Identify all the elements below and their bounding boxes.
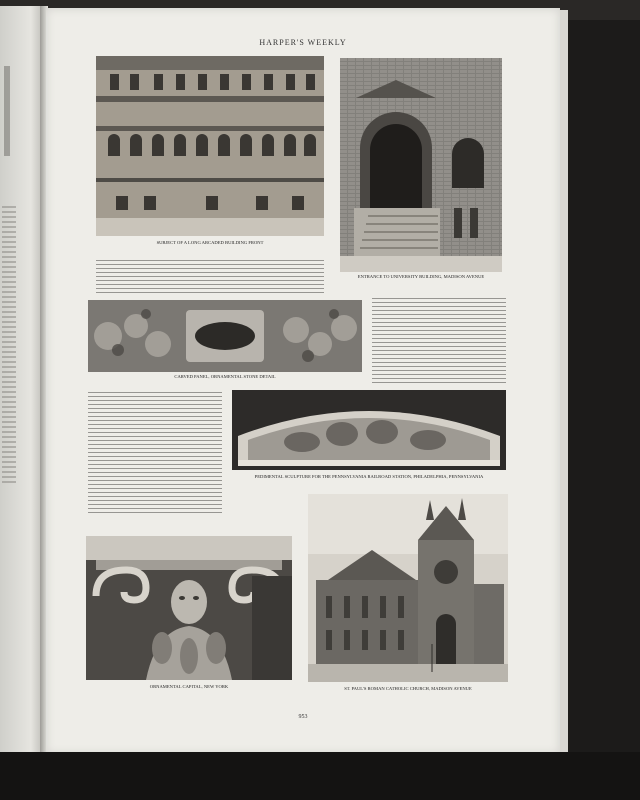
facing-page-text: [2, 206, 16, 486]
caption-top-left: SUBJECT OF A LONG ARCADED BUILDING FRONT: [156, 240, 264, 245]
newspaper-page: [46, 8, 560, 754]
backdrop-bottom: [0, 752, 640, 800]
pediment-illustration: [232, 390, 506, 470]
page-number: 953: [298, 714, 308, 720]
caption-middle-left: CARVED PANEL, ORNAMENTAL STONE DETAIL: [174, 374, 276, 379]
photo-arcaded-building: [96, 56, 324, 236]
caption-middle-right: PEDIMENTAL SCULPTURE FOR THE PENNSYLVANIA RAILROAD STATION, PHILADELPHIA, PENNSYLVANIA: [254, 474, 484, 479]
ornamental-capital-illustration: [86, 536, 292, 680]
gothic-church-illustration: [308, 494, 508, 682]
body-text-block-2: [372, 298, 506, 384]
photo-pediment: [232, 390, 506, 470]
photo-gothic-church: [308, 494, 508, 682]
facing-page: [0, 6, 44, 754]
facing-page-mark: [4, 66, 10, 156]
arched-entrance-illustration: [340, 58, 502, 272]
body-text-block-3: [88, 392, 222, 516]
carved-panel-illustration: [88, 300, 362, 372]
page-edge: [560, 10, 568, 754]
caption-bottom-left: ORNAMENTAL CAPITAL, NEW YORK: [149, 684, 229, 689]
photo-arched-entrance: [340, 58, 502, 272]
photo-ornamental-capital: [86, 536, 292, 680]
body-text-block-1: [96, 260, 324, 296]
caption-bottom-right: ST. PAUL'S ROMAN CATHOLIC CHURCH, MADISON AVENUE: [344, 686, 472, 691]
masthead: HARPER'S WEEKLY: [259, 38, 347, 47]
arcaded-building-illustration: [96, 56, 324, 236]
caption-top-right: ENTRANCE TO UNIVERSITY BUILDING, MADISON AVENUE: [357, 274, 485, 279]
photo-carved-panel: [88, 300, 362, 372]
